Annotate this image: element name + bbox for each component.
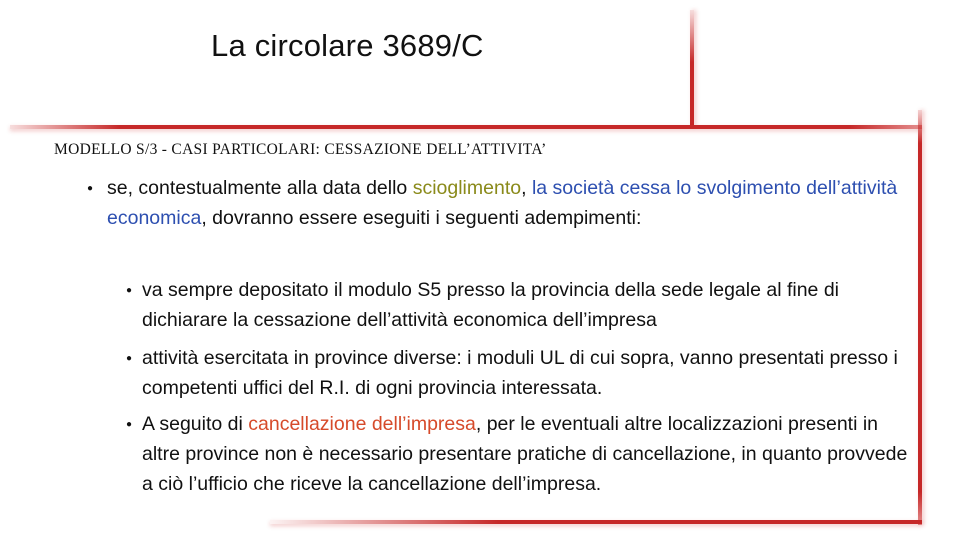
bullet-icon: ● [126, 419, 133, 430]
text-segment: A seguito di [142, 413, 249, 435]
text-segment: , [521, 177, 532, 199]
highlight-cessazione-attivita: la società cessa lo svolgimento dell’attività economica [107, 177, 898, 229]
slide-title: La circolare 3689/C [211, 28, 484, 63]
highlight-scioglimento: scioglimento [412, 177, 522, 199]
decorative-horizontal-line-bottom [270, 520, 922, 524]
sub-bullet-province-diverse: attività esercitata in province diverse: i moduli UL di cui sopra, vanno presentati presso i competenti uffici del R.I. di ogni provincia interessata. [142, 347, 898, 399]
bullet-icon: ● [87, 183, 94, 194]
sub-bullet-deposito-s5: va sempre depositato il modulo S5 presso la provincia della sede legale al fine di dichiarare la cessazione dell’attività economica dell’impresa [142, 279, 839, 331]
section-subheading: MODELLO S/3 - CASI PARTICOLARI: CESSAZIONE DELL’ATTIVITA’ [54, 141, 547, 158]
main-bullet-text [107, 173, 907, 233]
text-segment: , dovranno essere eseguiti i seguenti adempimenti: [201, 207, 642, 229]
highlight-cancellazione-impresa: cancellazione dell’impresa [248, 413, 476, 435]
bullet-icon: ● [126, 285, 133, 296]
bullet-icon: ● [126, 353, 133, 364]
sub-bullet-cancellazione [142, 409, 912, 499]
text-segment: se, contestualmente alla data dello [107, 177, 413, 199]
decorative-vertical-line-right [918, 110, 922, 525]
decorative-vertical-line-top [690, 10, 694, 126]
text-segment: , per le eventuali altre localizzazioni presenti in altre province non è necessario presentare pratiche di cancellazione, in quanto provvede a ciò l’ufficio che riceve la cancellazione dell’impresa. [142, 413, 908, 495]
decorative-horizontal-line-top [10, 125, 922, 129]
